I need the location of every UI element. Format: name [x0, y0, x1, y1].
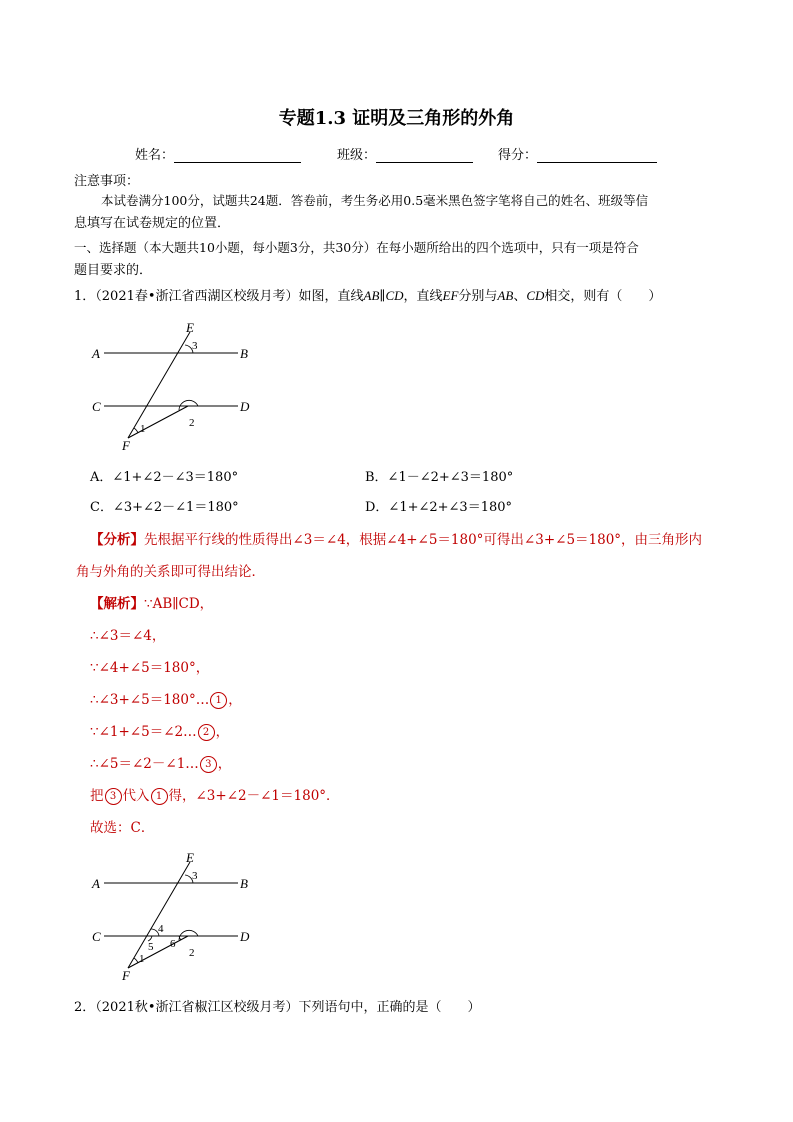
- q1-stem-ab: AB: [363, 288, 380, 303]
- solution-step5: ∴∠5＝∠2－∠1… 3 ，: [90, 756, 232, 772]
- angle-label-6: 6: [170, 938, 176, 950]
- analysis-text1: 先根据平行线的性质得出∠3＝∠4，根据∠4+∠5＝180°可得出∠3+∠5＝180°，由三角形内: [144, 532, 703, 548]
- step3-text: ∴∠3+∠5＝180°…: [90, 692, 210, 708]
- figure-1: [84, 318, 264, 458]
- label-d-2: D: [240, 929, 250, 944]
- solution-step3: ∴∠3+∠5＝180°… 1 ，: [90, 692, 242, 708]
- page-title: 专题1.3 证明及三角形的外角: [278, 108, 515, 129]
- solution-step6: [90, 784, 340, 808]
- q1-stem-parallel: ∥: [379, 289, 386, 304]
- angle-1-arc: [134, 428, 138, 433]
- circled-number-3b: 3: [105, 788, 122, 805]
- label-b-2: B: [240, 876, 248, 891]
- solution-intro-text: ∵AB∥CD，: [144, 596, 214, 612]
- option-d[interactable]: D．∠1+∠2+∠3＝180°: [365, 500, 513, 515]
- name-label: 姓名：: [135, 148, 175, 163]
- q1-stem-sep: 、: [513, 289, 527, 304]
- angle-label-3: 3: [192, 340, 198, 352]
- angle-label-3-2: 3: [192, 870, 198, 882]
- q1-stem-cd2: CD: [526, 288, 545, 303]
- section-line1: 一、选择题（本大题共10小题，每小题3分，共30分）在每小题所给出的四个选项中，只有一项是符合: [74, 240, 639, 255]
- score-field: [498, 144, 657, 163]
- q1-stem-suffix: 相交，则有（ ）: [544, 289, 662, 304]
- line-ef-2: [128, 862, 190, 968]
- label-f: F: [122, 438, 130, 453]
- q1-stem: [74, 284, 661, 309]
- score-label: 得分：: [498, 148, 538, 163]
- notice-line1: 本试卷满分100分，试题共24题．答卷前，考生务必用0.5毫米黑色签字笔将自己的姓名、班级等信: [101, 193, 649, 208]
- class-blank: [376, 148, 473, 163]
- solution-step4: ∵∠1+∠5＝∠2… 2 ，: [90, 724, 230, 740]
- solution-step2: ∵∠4+∠5＝180°，: [90, 660, 210, 676]
- label-c-2: C: [92, 929, 101, 944]
- solution-tag: 【解析】: [90, 596, 144, 612]
- circled-number-1: 1: [210, 692, 227, 709]
- q1-stem-prefix: 1．（2021春•浙江省西湖区校级月考）如图，直线: [74, 289, 364, 304]
- label-b: B: [240, 346, 248, 361]
- step6-b: 代入: [122, 788, 150, 804]
- step6-c: 得，∠3+∠2－∠1＝180°．: [168, 788, 340, 804]
- angle-2-arc-2: [179, 930, 198, 940]
- class-label: 班级：: [337, 148, 377, 163]
- angle-label-5: 5: [148, 941, 154, 953]
- step4-text: ∵∠1+∠5＝∠2…: [90, 724, 197, 740]
- name-field: [135, 144, 301, 163]
- notice-line2: 息填写在试卷规定的位置．: [74, 216, 231, 231]
- step6-a: 把: [90, 788, 104, 804]
- angle-label-1-2: 1: [139, 953, 145, 965]
- figure-2: [84, 848, 264, 988]
- line-ef: [128, 332, 190, 438]
- option-b[interactable]: B．∠1－∠2+∠3＝180°: [365, 470, 514, 485]
- solution-intro: [90, 592, 213, 616]
- analysis-tag: 【分析】: [90, 532, 144, 548]
- option-a[interactable]: A．∠1+∠2－∠3＝180°: [90, 470, 239, 485]
- angle-label-1: 1: [140, 423, 146, 435]
- circled-number-2: 2: [198, 724, 215, 741]
- q1-stem-mid2: 分别与: [458, 289, 498, 304]
- angle-label-2-2: 2: [189, 947, 195, 959]
- q1-stem-cd: CD: [385, 288, 404, 303]
- q1-stem-ab2: AB: [497, 288, 514, 303]
- section-line2: 题目要求的．: [74, 263, 153, 278]
- answer-line: 故选：C．: [90, 820, 155, 836]
- angle-1-arc-2: [134, 958, 138, 963]
- q1-stem-ef: EF: [442, 288, 459, 303]
- angle-label-2: 2: [189, 417, 195, 429]
- label-d: D: [240, 399, 250, 414]
- label-c: C: [92, 399, 101, 414]
- circled-number-1b: 1: [151, 788, 168, 805]
- label-a: A: [92, 346, 100, 361]
- circled-number-3: 3: [200, 756, 217, 773]
- option-c[interactable]: C．∠3+∠2－∠1＝180°: [90, 500, 239, 515]
- q2-stem: 2．（2021秋•浙江省椒江区校级月考）下列语句中，正确的是（ ）: [74, 1000, 481, 1015]
- label-a-2: A: [92, 876, 100, 891]
- notice-heading: 注意事项：: [74, 174, 140, 189]
- solution-step1: ∴∠3＝∠4，: [90, 628, 166, 644]
- label-e: E: [186, 320, 194, 335]
- step5-text: ∴∠5＝∠2－∠1…: [90, 756, 199, 772]
- label-f-2: F: [122, 968, 130, 983]
- angle-2-arc: [179, 400, 198, 410]
- analysis-line1: [90, 528, 702, 552]
- q1-stem-mid: ，直线: [403, 289, 443, 304]
- name-blank: [174, 148, 301, 163]
- analysis-line2: 角与外角的关系即可得出结论．: [76, 564, 265, 580]
- angle-label-4: 4: [158, 923, 164, 935]
- score-blank: [537, 148, 657, 163]
- class-field: [337, 144, 473, 163]
- label-e-2: E: [186, 850, 194, 865]
